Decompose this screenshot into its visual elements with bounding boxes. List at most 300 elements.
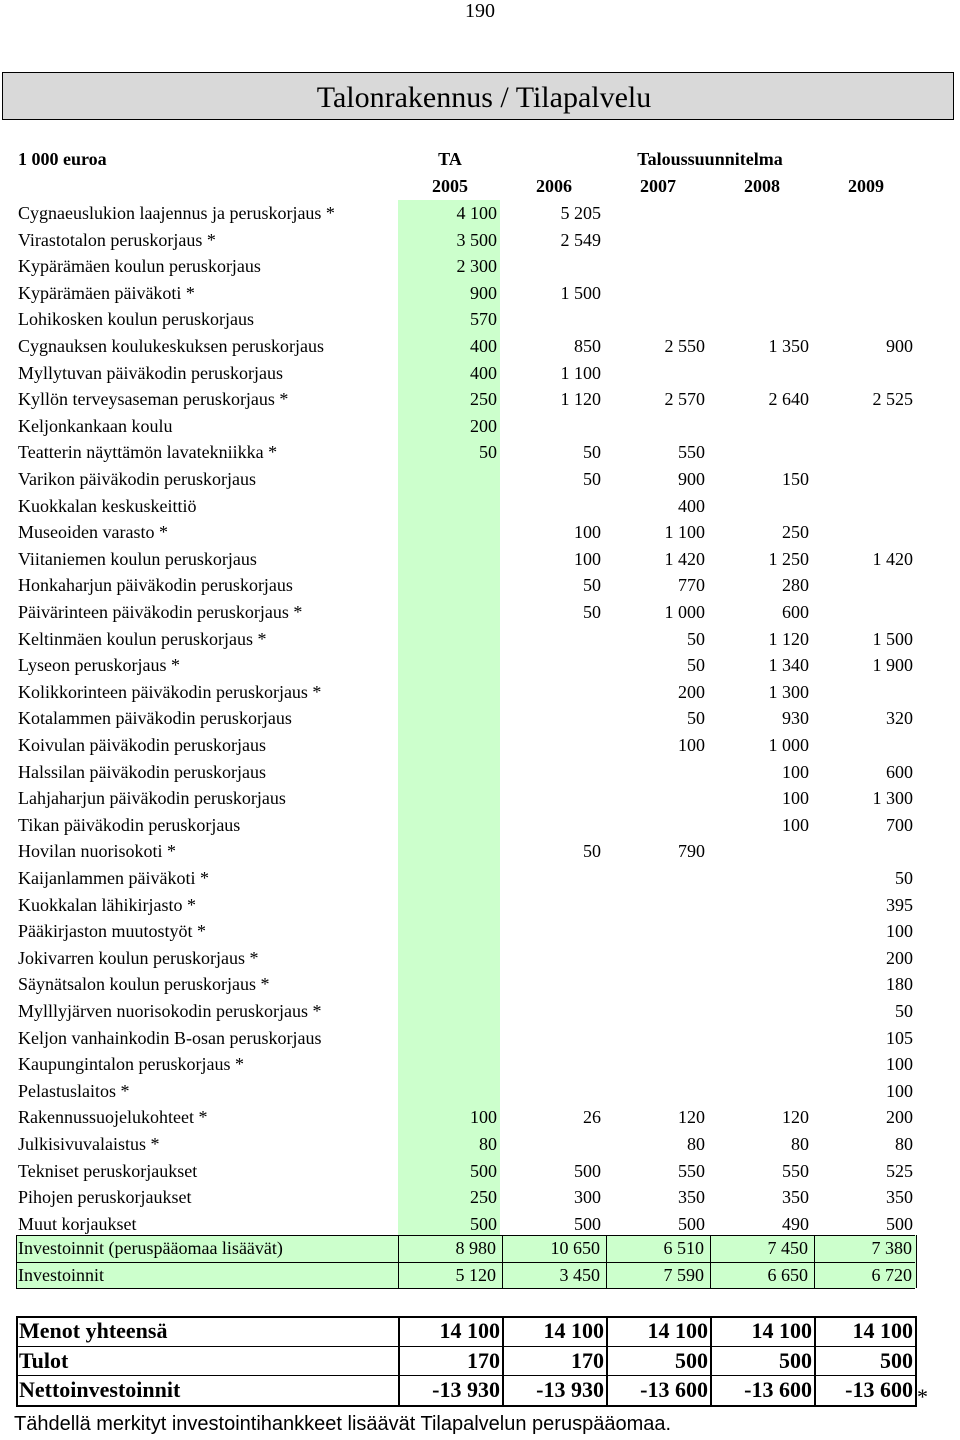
value-cell: [511, 945, 601, 972]
project-name: Kypärämäen koulun peruskorjaus: [18, 256, 261, 277]
value-cell: 50: [583, 469, 601, 489]
title-box: [2, 72, 954, 120]
project-name: Kuokkalan lähikirjasto *: [18, 894, 196, 915]
table-row: [0, 971, 960, 998]
value-cell: [511, 865, 601, 892]
project-name: Keljonkankaan koulu: [18, 415, 173, 436]
value-cell: [719, 306, 809, 333]
value-cell: [407, 892, 497, 919]
project-name: Teatterin näyttämön lavatekniikka *: [18, 442, 278, 463]
value-cell: [719, 253, 809, 280]
value-cell: [511, 785, 601, 812]
value-cell: 500: [886, 1213, 913, 1234]
value-cell: [823, 253, 913, 280]
value-cell: 50: [583, 442, 601, 463]
table-row: [0, 360, 960, 387]
value-cell: 570: [470, 309, 497, 330]
value-cell: 1 500: [560, 282, 601, 303]
project-name: Myllytuvan päiväkodin peruskorjaus: [18, 362, 283, 383]
project-name: Virastotalon peruskorjaus *: [18, 229, 216, 250]
investment-value: 7 450: [767, 1238, 808, 1258]
value-cell: [823, 599, 913, 626]
table-row: [0, 439, 960, 466]
value-cell: [511, 759, 601, 786]
summary-divider: [16, 1316, 18, 1405]
value-cell: [407, 652, 497, 679]
value-cell: 1 100: [664, 522, 705, 543]
value-cell: 2 550: [664, 336, 705, 356]
value-cell: [615, 998, 705, 1025]
investment-name: Investoinnit (peruspääomaa lisäävät): [18, 1238, 283, 1258]
value-cell: 50: [479, 442, 497, 463]
value-cell: [823, 466, 913, 493]
table-row: [0, 200, 960, 227]
summary-value: -13 600: [640, 1377, 708, 1403]
value-cell: [511, 1025, 601, 1052]
value-cell: [407, 599, 497, 626]
value-cell: 1 120: [560, 389, 601, 410]
footnote: Tähdellä merkityt investointihankkeet lisäävät Tilapalvelun peruspääomaa.: [14, 1413, 672, 1435]
page-number: 190: [465, 0, 495, 22]
value-cell: [615, 945, 705, 972]
value-cell: 50: [583, 841, 601, 862]
value-cell: [511, 493, 601, 520]
value-cell: 320: [886, 708, 913, 729]
project-name: Säynätsalon koulun peruskorjaus *: [18, 974, 270, 995]
project-name: Päivärinteen päiväkodin peruskorjaus *: [18, 602, 303, 622]
value-cell: [511, 971, 601, 998]
value-cell: [511, 918, 601, 945]
value-cell: [511, 253, 601, 280]
project-name: Mylllyjärven nuorisokodin peruskorjaus *: [18, 1001, 322, 1021]
project-name: Julkisivuvalaistus *: [18, 1134, 160, 1154]
value-cell: [719, 892, 809, 919]
value-cell: 1 350: [768, 336, 809, 356]
table-row: [0, 493, 960, 520]
value-cell: 600: [782, 602, 809, 622]
column-divider: [606, 1235, 607, 1288]
value-cell: [407, 1078, 497, 1105]
summary-name: Nettoinvestoinnit: [19, 1377, 181, 1403]
investment-value: 5 120: [455, 1264, 496, 1285]
value-cell: 400: [470, 362, 497, 383]
column-divider: [502, 1235, 503, 1288]
value-cell: 525: [886, 1160, 913, 1181]
value-cell: [615, 306, 705, 333]
table-row: [0, 413, 960, 440]
value-cell: 180: [886, 974, 913, 995]
value-cell: 50: [895, 1001, 913, 1021]
unit-label: 1 000 euroa: [18, 149, 107, 169]
value-cell: [719, 918, 809, 945]
value-cell: 4 100: [456, 203, 497, 223]
table-row: [0, 998, 960, 1025]
value-cell: 100: [574, 548, 601, 569]
value-cell: [719, 360, 809, 387]
value-cell: [511, 1051, 601, 1078]
table-row: [0, 1184, 960, 1211]
value-cell: [407, 705, 497, 732]
value-cell: 100: [782, 814, 809, 835]
value-cell: 550: [678, 442, 705, 463]
value-cell: 50: [687, 655, 705, 676]
table-row: [0, 572, 960, 599]
value-cell: 1 300: [872, 788, 913, 809]
value-cell: 80: [687, 1134, 705, 1154]
value-cell: [407, 466, 497, 493]
project-name: Varikon päiväkodin peruskorjaus: [18, 469, 256, 489]
value-cell: 120: [678, 1107, 705, 1128]
value-cell: [615, 918, 705, 945]
value-cell: [407, 971, 497, 998]
value-cell: 1 500: [872, 628, 913, 649]
value-cell: 2 570: [664, 389, 705, 410]
table-header-row-1: [0, 146, 960, 173]
summary-divider: [710, 1316, 712, 1405]
value-cell: [511, 652, 601, 679]
value-cell: 200: [678, 681, 705, 702]
value-cell: 80: [895, 1134, 913, 1154]
project-name: Halssilan päiväkodin peruskorjaus: [18, 761, 266, 782]
investment-value: 6 720: [871, 1264, 912, 1285]
table-row: [0, 1078, 960, 1105]
investment-value: 10 650: [550, 1238, 600, 1258]
table-row: [0, 918, 960, 945]
value-cell: 100: [886, 1080, 913, 1101]
project-name: Pelastuslaitos *: [18, 1080, 130, 1101]
value-cell: 490: [782, 1213, 809, 1234]
project-name: Lyseon peruskorjaus *: [18, 655, 180, 676]
table-row: [0, 306, 960, 333]
investment-row: [16, 1262, 917, 1289]
value-cell: [719, 971, 809, 998]
project-name: Muut korjaukset: [18, 1213, 137, 1234]
value-cell: 900: [470, 282, 497, 303]
value-cell: [615, 812, 705, 839]
value-cell: [719, 1078, 809, 1105]
value-cell: 350: [886, 1187, 913, 1208]
value-cell: [615, 227, 705, 254]
value-cell: [511, 1078, 601, 1105]
table-row: [0, 732, 960, 759]
table-header-row-2: [0, 173, 960, 200]
value-cell: [511, 998, 601, 1025]
value-cell: [511, 705, 601, 732]
value-cell: 790: [678, 841, 705, 862]
value-cell: 500: [678, 1213, 705, 1234]
summary-value: 14 100: [439, 1318, 500, 1343]
project-name: Tekniset peruskorjaukset: [18, 1160, 198, 1181]
value-cell: 1 120: [768, 628, 809, 649]
table-row: [0, 626, 960, 653]
year-header: 2007: [640, 176, 676, 196]
project-name: Lahjaharjun päiväkodin peruskorjaus: [18, 788, 286, 809]
value-cell: 250: [470, 1187, 497, 1208]
value-cell: [407, 812, 497, 839]
value-cell: [407, 1025, 497, 1052]
value-cell: 500: [470, 1213, 497, 1234]
value-cell: 80: [791, 1134, 809, 1154]
table-row: [0, 227, 960, 254]
value-cell: 1 340: [768, 655, 809, 676]
value-cell: [823, 227, 913, 254]
project-name: Viitaniemen koulun peruskorjaus: [18, 548, 257, 569]
value-cell: 100: [782, 761, 809, 782]
summary-rule: [16, 1375, 917, 1376]
value-cell: [823, 519, 913, 546]
value-cell: [823, 306, 913, 333]
value-cell: 2 640: [768, 389, 809, 410]
page-title: Talonrakennus / Tilapalvelu: [316, 81, 652, 114]
summary-row: [16, 1346, 917, 1376]
value-cell: 300: [574, 1187, 601, 1208]
value-cell: 250: [470, 389, 497, 410]
value-cell: 1 420: [872, 548, 913, 569]
table-row: [0, 546, 960, 573]
project-name: Hovilan nuorisokoti *: [18, 841, 176, 862]
value-cell: [719, 945, 809, 972]
value-cell: 500: [574, 1213, 601, 1234]
project-name: Keljon vanhainkodin B-osan peruskorjaus: [18, 1027, 322, 1048]
summary-divider: [398, 1316, 400, 1405]
table-row: [0, 785, 960, 812]
value-cell: 280: [782, 575, 809, 596]
year-header: 2006: [536, 176, 572, 196]
value-cell: [407, 519, 497, 546]
value-cell: 2 549: [560, 229, 601, 250]
value-cell: 100: [782, 788, 809, 809]
investment-row: [16, 1235, 917, 1262]
value-cell: [407, 838, 497, 865]
investment-value: 6 650: [767, 1264, 808, 1285]
star-mark: *: [917, 1384, 928, 1409]
table-row: [0, 652, 960, 679]
value-cell: 2 525: [872, 389, 913, 410]
value-cell: 100: [574, 522, 601, 543]
value-cell: [719, 998, 809, 1025]
rule-line: [16, 1235, 915, 1236]
project-name: Kaupungintalon peruskorjaus *: [18, 1054, 244, 1075]
project-name: Pihojen peruskorjaukset: [18, 1187, 192, 1208]
value-cell: [407, 1051, 497, 1078]
table-row: [0, 1131, 960, 1158]
project-name: Kyllön terveysaseman peruskorjaus *: [18, 389, 289, 410]
table-row: [0, 466, 960, 493]
project-name: Cygnauksen koulukeskuksen peruskorjaus: [18, 336, 324, 356]
value-cell: 1 000: [768, 735, 809, 755]
value-cell: 1 420: [664, 548, 705, 569]
summary-value: 14 100: [543, 1318, 604, 1343]
value-cell: 26: [583, 1107, 601, 1128]
summary-rule: [16, 1316, 917, 1318]
value-cell: 100: [886, 921, 913, 942]
value-cell: [511, 413, 601, 440]
value-cell: [511, 812, 601, 839]
value-cell: [615, 280, 705, 307]
summary-value: 500: [779, 1347, 812, 1373]
rule-line: [16, 1262, 915, 1263]
value-cell: 500: [470, 1160, 497, 1181]
table-row: [0, 865, 960, 892]
value-cell: [407, 918, 497, 945]
summary-divider: [606, 1316, 608, 1405]
value-cell: [823, 200, 913, 227]
summary-value: 500: [880, 1347, 913, 1373]
value-cell: 50: [687, 708, 705, 729]
value-cell: 200: [886, 947, 913, 968]
value-cell: [407, 572, 497, 599]
value-cell: [823, 360, 913, 387]
year-header: 2005: [432, 176, 468, 196]
table-row: [0, 386, 960, 413]
rule-line: [16, 1288, 915, 1289]
value-cell: 1 000: [664, 602, 705, 622]
value-cell: [719, 413, 809, 440]
value-cell: [511, 626, 601, 653]
value-cell: [615, 865, 705, 892]
value-cell: [407, 865, 497, 892]
column-divider: [814, 1235, 815, 1288]
value-cell: [511, 306, 601, 333]
value-cell: 5 205: [560, 203, 601, 223]
investment-value: 8 980: [455, 1238, 496, 1258]
project-name: Museoiden varasto *: [18, 522, 168, 543]
value-cell: [823, 493, 913, 520]
value-cell: 50: [583, 575, 601, 596]
project-name: Jokivarren koulun peruskorjaus *: [18, 947, 259, 968]
value-cell: 105: [886, 1027, 913, 1048]
value-cell: 2 300: [456, 256, 497, 277]
value-cell: [407, 998, 497, 1025]
summary-divider: [502, 1316, 504, 1405]
table-row: [0, 1211, 960, 1238]
value-cell: [615, 413, 705, 440]
value-cell: 100: [886, 1054, 913, 1075]
value-cell: [407, 732, 497, 759]
value-cell: [511, 1131, 601, 1158]
value-cell: [719, 227, 809, 254]
value-cell: [615, 892, 705, 919]
value-cell: [823, 572, 913, 599]
value-cell: [615, 1025, 705, 1052]
table-row: [0, 838, 960, 865]
value-cell: 900: [678, 469, 705, 489]
summary-value: -13 930: [432, 1377, 500, 1403]
value-cell: 100: [678, 735, 705, 755]
project-name: Lohikosken koulun peruskorjaus: [18, 309, 254, 330]
summary-value: 170: [467, 1347, 500, 1373]
value-cell: 200: [470, 415, 497, 436]
summary-value: 14 100: [852, 1318, 913, 1343]
value-cell: 1 100: [560, 362, 601, 383]
project-name: Koivulan päiväkodin peruskorjaus: [18, 735, 266, 755]
summary-rule: [16, 1405, 917, 1407]
summary-row: [16, 1316, 917, 1346]
summary-value: -13 600: [744, 1377, 812, 1403]
ta-label: TA: [438, 149, 462, 169]
value-cell: [823, 732, 913, 759]
value-cell: [615, 759, 705, 786]
project-name: Kuokkalan keskuskeittiö: [18, 495, 197, 516]
value-cell: [719, 200, 809, 227]
summary-value: 14 100: [751, 1318, 812, 1343]
value-cell: 80: [479, 1134, 497, 1154]
value-cell: 1 250: [768, 548, 809, 569]
value-cell: [407, 626, 497, 653]
investment-value: 3 450: [559, 1264, 600, 1285]
value-cell: [719, 280, 809, 307]
value-cell: [615, 253, 705, 280]
value-cell: 200: [886, 1107, 913, 1128]
project-name: Pääkirjaston muutostyöt *: [18, 921, 206, 942]
value-cell: [615, 1051, 705, 1078]
value-cell: [823, 280, 913, 307]
table-row: [0, 1051, 960, 1078]
value-cell: 700: [886, 814, 913, 835]
table-row: [0, 1104, 960, 1131]
value-cell: 350: [678, 1187, 705, 1208]
value-cell: [407, 759, 497, 786]
value-cell: [823, 838, 913, 865]
value-cell: 50: [895, 868, 913, 888]
value-cell: 50: [687, 628, 705, 649]
table-row: [0, 892, 960, 919]
table-row: [0, 1158, 960, 1185]
project-name: Keltinmäen koulun peruskorjaus *: [18, 628, 267, 649]
table-row: [0, 812, 960, 839]
value-cell: 600: [886, 761, 913, 782]
value-cell: 3 500: [456, 229, 497, 250]
summary-name: Menot yhteensä: [19, 1318, 168, 1343]
value-cell: 150: [782, 469, 809, 489]
value-cell: [719, 865, 809, 892]
summary-value: 170: [571, 1347, 604, 1373]
table-row: [0, 945, 960, 972]
value-cell: [719, 1025, 809, 1052]
value-cell: [615, 785, 705, 812]
value-cell: 350: [782, 1187, 809, 1208]
value-cell: [615, 1078, 705, 1105]
summary-divider: [814, 1316, 816, 1405]
value-cell: [719, 493, 809, 520]
value-cell: [407, 785, 497, 812]
year-header: 2009: [848, 176, 884, 196]
value-cell: 400: [470, 336, 497, 356]
table-row: [0, 759, 960, 786]
year-header: 2008: [744, 176, 780, 196]
value-cell: 100: [470, 1107, 497, 1128]
summary-value: 14 100: [647, 1318, 708, 1343]
project-name: Kolikkorinteen päiväkodin peruskorjaus *: [18, 681, 322, 702]
value-cell: [407, 945, 497, 972]
summary-rule: [16, 1346, 917, 1347]
value-cell: 120: [782, 1107, 809, 1128]
project-name: Kypärämäen päiväkoti *: [18, 282, 195, 303]
value-cell: 50: [583, 602, 601, 622]
value-cell: [511, 732, 601, 759]
value-cell: [719, 1051, 809, 1078]
value-cell: [511, 679, 601, 706]
table-row: [0, 1025, 960, 1052]
value-cell: [407, 679, 497, 706]
value-cell: 550: [782, 1160, 809, 1181]
value-cell: 770: [678, 575, 705, 596]
value-cell: [407, 493, 497, 520]
value-cell: 400: [678, 495, 705, 516]
table-row: [0, 679, 960, 706]
summary-value: -13 600: [845, 1377, 913, 1403]
summary-row: [16, 1375, 917, 1405]
